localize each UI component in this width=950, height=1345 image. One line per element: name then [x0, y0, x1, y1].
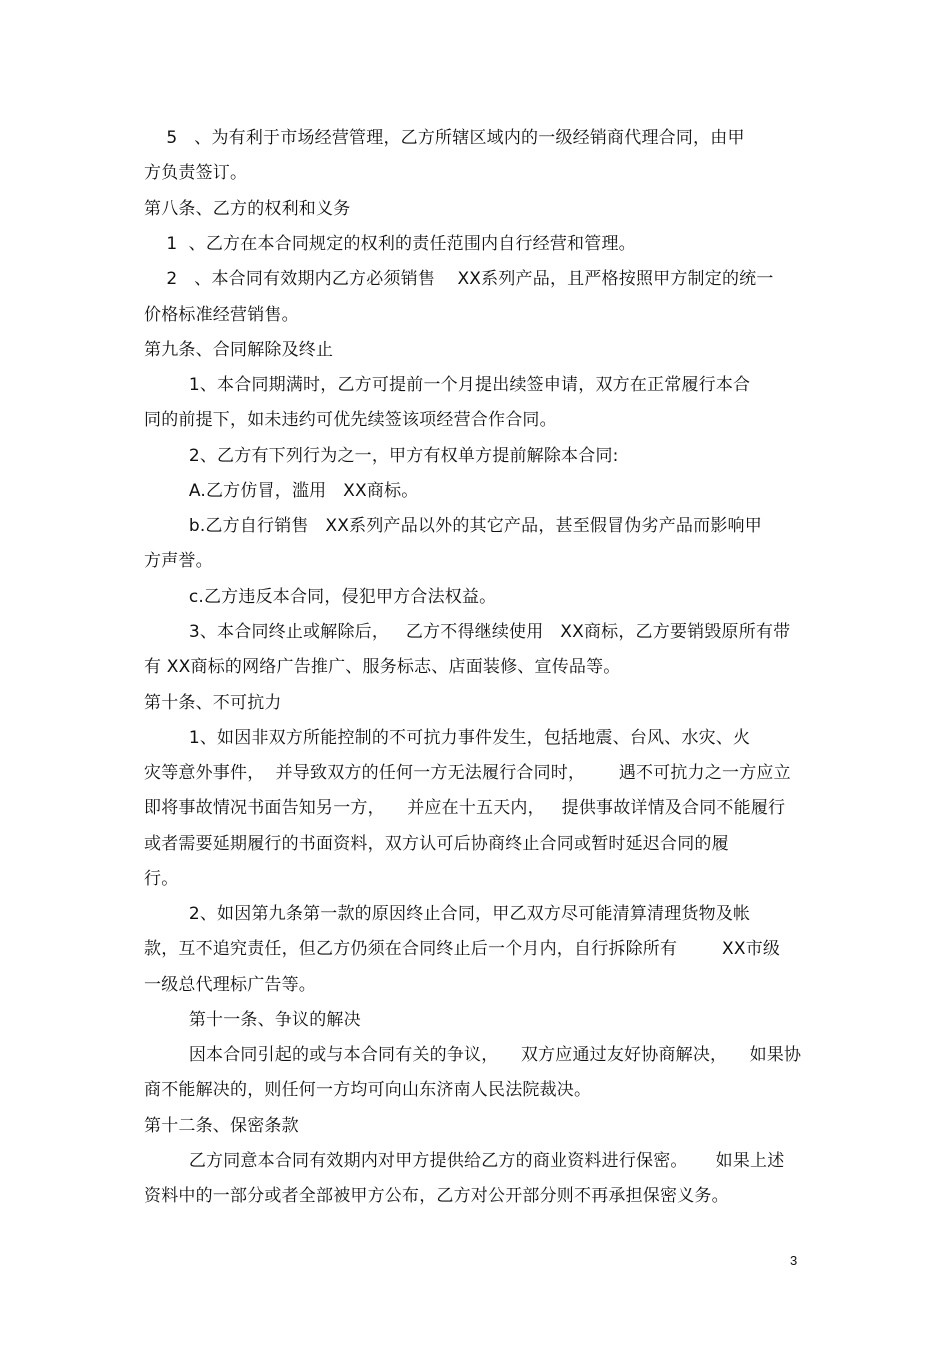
section-heading: 第十一条、争议的解决: [144, 1010, 361, 1030]
text-line: 一级总代理标广告等。: [144, 975, 316, 995]
text-line: 乙方同意本合同有效期内对甲方提供给乙方的商业资料进行保密。 如果上述: [144, 1151, 785, 1171]
text-line: 同的前提下，如未违约可优先续签该项经营合作合同。: [144, 410, 557, 430]
text-line: 行。: [144, 869, 179, 889]
text-line: 2、如因第九条第一款的原因终止合同，甲乙双方尽可能清算清理货物及帐: [144, 904, 751, 924]
text-line: A.乙方仿冒，滥用 XX商标。: [144, 481, 419, 501]
text-line: 价格标准经营销售。: [144, 305, 299, 325]
text-line: 1、如因非双方所能控制的不可抗力事件发生，包括地震、台风、水灾、火: [144, 728, 751, 748]
text-line: 2、乙方有下列行为之一，甲方有权单方提前解除本合同:: [144, 446, 619, 466]
text-line: b.乙方自行销售 XX系列产品以外的其它产品，甚至假冒伪劣产品而影响甲: [144, 516, 762, 536]
text-line: 商不能解决的，则任何一方均可向山东济南人民法院裁决。: [144, 1080, 592, 1100]
section-heading: 第九条、合同解除及终止: [144, 340, 334, 360]
text-line: 资料中的一部分或者全部被甲方公布，乙方对公开部分则不再承担保密义务。: [144, 1186, 729, 1206]
text-line: 1、本合同期满时，乙方可提前一个月提出续签申请，双方在正常履行本合: [144, 375, 751, 395]
text-line: 3、本合同终止或解除后， 乙方不得继续使用 XX商标，乙方要销毁原所有带: [144, 622, 791, 642]
text-line: c.乙方违反本合同，侵犯甲方合法权益。: [144, 587, 497, 607]
text-line: 因本合同引起的或与本合同有关的争议， 双方应通过友好协商解决， 如果协: [144, 1045, 802, 1065]
text-line: 方声誉。: [144, 551, 213, 571]
text-line: 有 XX商标的网络广告推广、服务标志、店面装修、宣传品等。: [144, 657, 621, 677]
section-heading: 第十条、不可抗力: [144, 693, 282, 713]
section-heading: 第八条、乙方的权利和义务: [144, 199, 351, 219]
text-line: 2 、本合同有效期内乙方必须销售 XX系列产品，且严格按照甲方制定的统一: [144, 269, 774, 289]
section-heading: 第十二条、保密条款: [144, 1116, 299, 1136]
text-line: 款，互不追究责任，但乙方仍须在合同终止后一个月内，自行拆除所有 XX市级: [144, 939, 781, 959]
page-number: 3: [790, 1253, 798, 1268]
text-line: 即将事故情况书面告知另一方， 并应在十五天内， 提供事故详情及合同不能履行: [144, 798, 786, 818]
text-line: 方负责签订。: [144, 163, 248, 183]
text-line: 5 、为有利于市场经营管理，乙方所辖区域内的一级经销商代理合同，由甲: [144, 128, 745, 148]
text-line: 灾等意外事件， 并导致双方的任何一方无法履行合同时， 遇不可抗力之一方应立: [144, 763, 791, 783]
text-line: 或者需要延期履行的书面资料，双方认可后协商终止合同或暂时延迟合同的履: [144, 834, 729, 854]
text-line: 1 、乙方在本合同规定的权利的责任范围内自行经营和管理。: [144, 234, 636, 254]
